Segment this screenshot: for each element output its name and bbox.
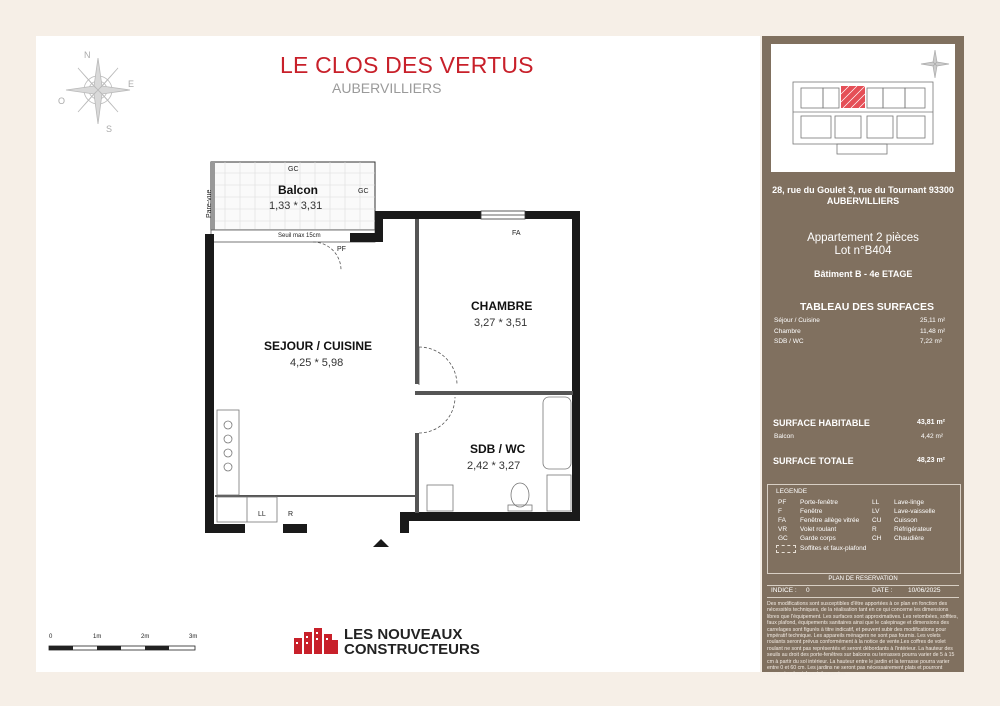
legend-text: Cuisson xyxy=(894,517,918,524)
scale-tick-0: 0 xyxy=(49,634,53,640)
compass-o: O xyxy=(58,96,66,106)
surface-habitable-label: SURFACE HABITABLE xyxy=(773,418,870,428)
compass-e: E xyxy=(128,79,135,89)
chambre-dims: 3,27 * 3,51 xyxy=(474,317,528,329)
legend-text: Lave-linge xyxy=(894,499,924,506)
legend-text: Garde corps xyxy=(800,535,836,542)
legend-text: Fenêtre allège vitrée xyxy=(800,517,860,524)
r-label: R xyxy=(288,511,294,518)
legend-text: Volet roulant xyxy=(800,526,837,533)
info-panel xyxy=(762,36,964,678)
balcon-label: Balcon xyxy=(278,183,319,197)
legend-text: Porte-fenêtre xyxy=(800,499,838,506)
company-logo-icon xyxy=(294,626,340,656)
sejour-dims: 4,25 * 5,98 xyxy=(290,357,344,369)
seuil-label: Seuil max 15cm xyxy=(278,233,321,239)
legend-extra: Soffites et faux-plafond xyxy=(800,545,867,552)
legend-title: LEGENDE xyxy=(776,488,808,495)
legend-code: FA xyxy=(778,517,786,524)
legend-text: Réfrigérateur xyxy=(894,526,932,533)
fa-label: FA xyxy=(512,230,521,237)
balcon-dims: 1,33 * 3,31 xyxy=(269,200,323,212)
legend-code: CU xyxy=(872,517,882,524)
surface-row-label-1: Chambre xyxy=(774,328,801,335)
legend-code: VR xyxy=(778,526,788,533)
balcon-gc-top: GC xyxy=(288,166,299,173)
chambre-label: CHAMBRE xyxy=(471,299,533,313)
legend-text: Lave-vaisselle xyxy=(894,508,936,515)
surface-habitable-value: 43,81 m² xyxy=(917,419,946,426)
apartment-type: Appartement 2 pièces xyxy=(807,232,919,244)
building-floor: Bâtiment B - 4e ETAGE xyxy=(814,269,913,279)
scale-tick-3: 3m xyxy=(189,634,198,640)
soffite-swatch-icon xyxy=(776,545,796,553)
legend-code: CH xyxy=(872,535,882,542)
logo-line-2: CONSTRUCTEURS xyxy=(344,641,480,658)
sdb-dims: 2,42 * 3,27 xyxy=(467,460,521,472)
scale-tick-1: 1m xyxy=(93,634,102,640)
floor-plan xyxy=(195,155,595,555)
surface-row-value-1: 11,48 m² xyxy=(920,328,946,335)
scale-tick-2: 2m xyxy=(141,634,150,640)
legend-code: GC xyxy=(778,535,788,542)
plan-label: PLAN DE RESERVATION xyxy=(767,573,959,586)
balcon-surface-label: Balcon xyxy=(774,433,794,440)
lot-number: Lot n°B404 xyxy=(834,245,892,257)
compass-n: N xyxy=(84,50,91,60)
surface-row-label-0: Séjour / Cuisine xyxy=(774,317,820,324)
key-plan-drawing xyxy=(771,44,955,172)
pare-vue-label: Pare-vue xyxy=(206,189,213,218)
address: 28, rue du Goulet 3, rue du Tournant 93300 AUBERVILLIERS xyxy=(772,185,954,206)
legend-code: LL xyxy=(872,499,880,506)
legend xyxy=(767,484,961,574)
sdb-label: SDB / WC xyxy=(470,442,526,456)
legend-code: LV xyxy=(872,508,880,515)
date-label: DATE : xyxy=(872,587,893,594)
pf-label: PF xyxy=(337,246,346,253)
compass-rose-icon xyxy=(56,48,136,138)
key-plan xyxy=(771,44,955,172)
surface-row-label-2: SDB / WC xyxy=(774,338,804,345)
legend-text: Fenêtre xyxy=(800,508,823,515)
sejour-label: SEJOUR / CUISINE xyxy=(264,339,373,353)
legend-code: PF xyxy=(778,499,787,506)
surface-totale-value: 48,23 m² xyxy=(917,457,946,464)
balcon-gc-right: GC xyxy=(358,188,369,195)
legend-text: Chaudière xyxy=(894,535,924,542)
ll-label: LL xyxy=(258,511,266,518)
legend-code: R xyxy=(872,526,877,533)
scale-bar xyxy=(46,640,206,656)
indice-label: INDICE : xyxy=(771,587,797,594)
surfaces-title: TABLEAU DES SURFACES xyxy=(800,301,934,313)
surface-totale-label: SURFACE TOTALE xyxy=(773,456,854,466)
page-title: LE CLOS DES VERTUS xyxy=(280,52,534,78)
date-value: 10/06/2025 xyxy=(908,587,941,594)
disclaimer: Des modifications sont susceptibles d'être apportées à ce plan en fonction des nécessités techniques, de la réalisation tant en ce qui concerne les dimensions libres que l'équipement. Les surfaces sont approximatives. Les retombées, soffites, faux plafond, équipements sanitaires ainsi que le calepinage et dimensions des carrelages sont figurés à titre indicatif, et peuvent subir des modifications pour impératif technique. Les appareils ménagers ne sont pas fournis. Les volets roulants seront prévus conformément à la notice de vente.Les coffres de volet roulant ne sont pas représentés et seront débordants à l'intérieur. La hauteur des seuils au droit des porte-fenêtres sur balcons ou terrasses pourra varier de 5 à 15 cm à partir du sol intérieur. La hauteur entre le jardin et la terrasse pourra varier entre 0 et 60 cm. Les jardins ne seront pas nécessairement plats et pourront comporter des talus et des pentes. xyxy=(767,601,958,678)
logo-line-1: LES NOUVEAUX xyxy=(344,626,463,643)
compass-s: S xyxy=(106,124,113,134)
legend-code: F xyxy=(778,508,782,515)
balcon-surface-value: 4,42 m² xyxy=(921,433,944,440)
divider xyxy=(767,597,959,598)
surface-row-value-2: 7,22 m² xyxy=(920,338,943,345)
page-subtitle: AUBERVILLIERS xyxy=(332,80,442,96)
indice-value: 0 xyxy=(806,587,810,594)
surface-row-value-0: 25,11 m² xyxy=(920,317,946,324)
